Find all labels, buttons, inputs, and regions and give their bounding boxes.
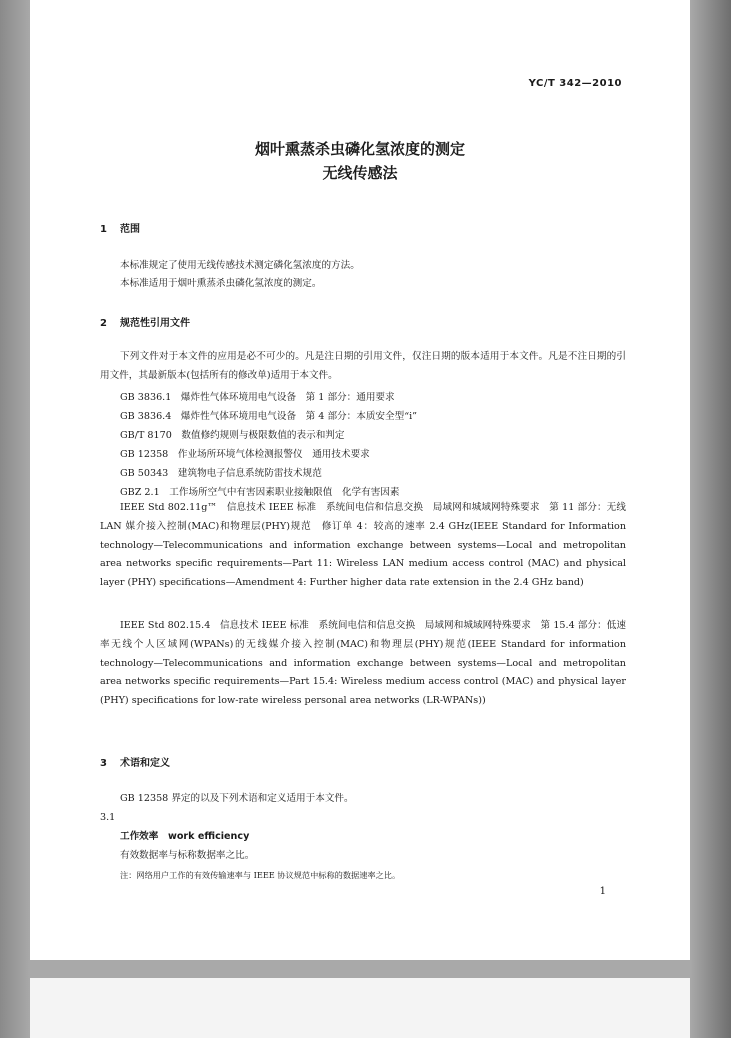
section-title: 规范性引用文件: [120, 318, 190, 329]
document-page: [30, 0, 690, 960]
next-page-edge: [30, 978, 690, 1038]
reference-item: GBZ 2.1 工作场所空气中有害因素职业接触限值 化学有害因素: [120, 487, 400, 498]
normative-intro: 下列文件对于本文件的应用是必不可少的。凡是注日期的引用文件，仅注日期的版本适用于本文件。凡是不注日期的引用文件，其最新版本(包括所有的修改单)适用于本文件。: [100, 351, 626, 381]
section-heading-scope: [100, 220, 140, 235]
section-number: 3: [100, 758, 107, 769]
reference-item: GB 3836.4 爆炸性气体环境用电气设备 第 4 部分：本质安全型“i”: [120, 411, 418, 422]
document-subtitle: 无线传感法: [322, 164, 398, 182]
document-title: 烟叶熏蒸杀虫磷化氢浓度的测定: [254, 140, 465, 158]
document-code: YC/T 342—2010: [528, 78, 622, 89]
section-heading-normative: [100, 314, 190, 329]
section-number: 2: [100, 318, 107, 329]
reference-item: GB/T 8170 数值修约规则与极限数值的表示和判定: [120, 430, 345, 441]
term-number: 3.1: [100, 812, 116, 823]
reference-item: GB 3836.1 爆炸性气体环境用电气设备 第 1 部分：通用要求: [120, 392, 395, 403]
section-title: 术语和定义: [120, 758, 170, 769]
reference-item: GB 12358 作业场所环境气体检测报警仪 通用技术要求: [120, 449, 370, 460]
terms-intro: GB 12358 界定的以及下列术语和定义适用于本文件。: [120, 793, 354, 804]
section-title: 范围: [120, 224, 140, 235]
term-note: 注：网络用户工作的有效传输速率与 IEEE 协议规范中标称的数据速率之比。: [120, 870, 401, 880]
term-title: 工作效率 work efficiency: [120, 831, 250, 842]
section-heading-terms: [100, 754, 170, 769]
page-number: 1: [599, 886, 606, 897]
term-definition: 有效数据率与标称数据率之比。: [120, 850, 255, 861]
section-number: 1: [100, 224, 107, 235]
reference-ieee-802-11g: IEEE Std 802.11g™ 信息技术 IEEE 标准 系统间电信和信息交换 局域网和城域网特殊要求 第 11 部分：无线 LAN 媒介接入控制(MAC)和物理层(PHY)规范 修订单 4：较高的速率 2.4 GHz(IEEE Standard for Information technology—Telecommunications and information exchange between systems—Local and metropolitan area networks specific requirements—Part 11: Wireless LAN medium access control (MAC) and physical layer (PHY) specifications—Amendment 4: Further higher data rate extension in the 2.4 GHz band): [100, 502, 626, 589]
reference-item: GB 50343 建筑物电子信息系统防雷技术规范: [120, 468, 322, 479]
scope-text-1: 本标准规定了使用无线传感技术测定磷化氢浓度的方法。: [120, 260, 360, 271]
scope-text-2: 本标准适用于烟叶熏蒸杀虫磷化氢浓度的测定。: [120, 278, 322, 289]
reference-ieee-802-15-4: IEEE Std 802.15.4 信息技术 IEEE 标准 系统间电信和信息交换 局域网和城域网特殊要求 第 15.4 部分：低速率无线个人区域网(WPANs)的无线媒介接入控制(MAC)和物理层(PHY)规范(IEEE Standard for information technology—Telecommunications and information exchange between systems—Local and metropolitan area networks specific requirements—Part 15.4: Wireless medium access control (MAC) and physical layer (PHY) specifications for low-rate wireless personal area networks (LR-WPANs)): [100, 620, 626, 707]
